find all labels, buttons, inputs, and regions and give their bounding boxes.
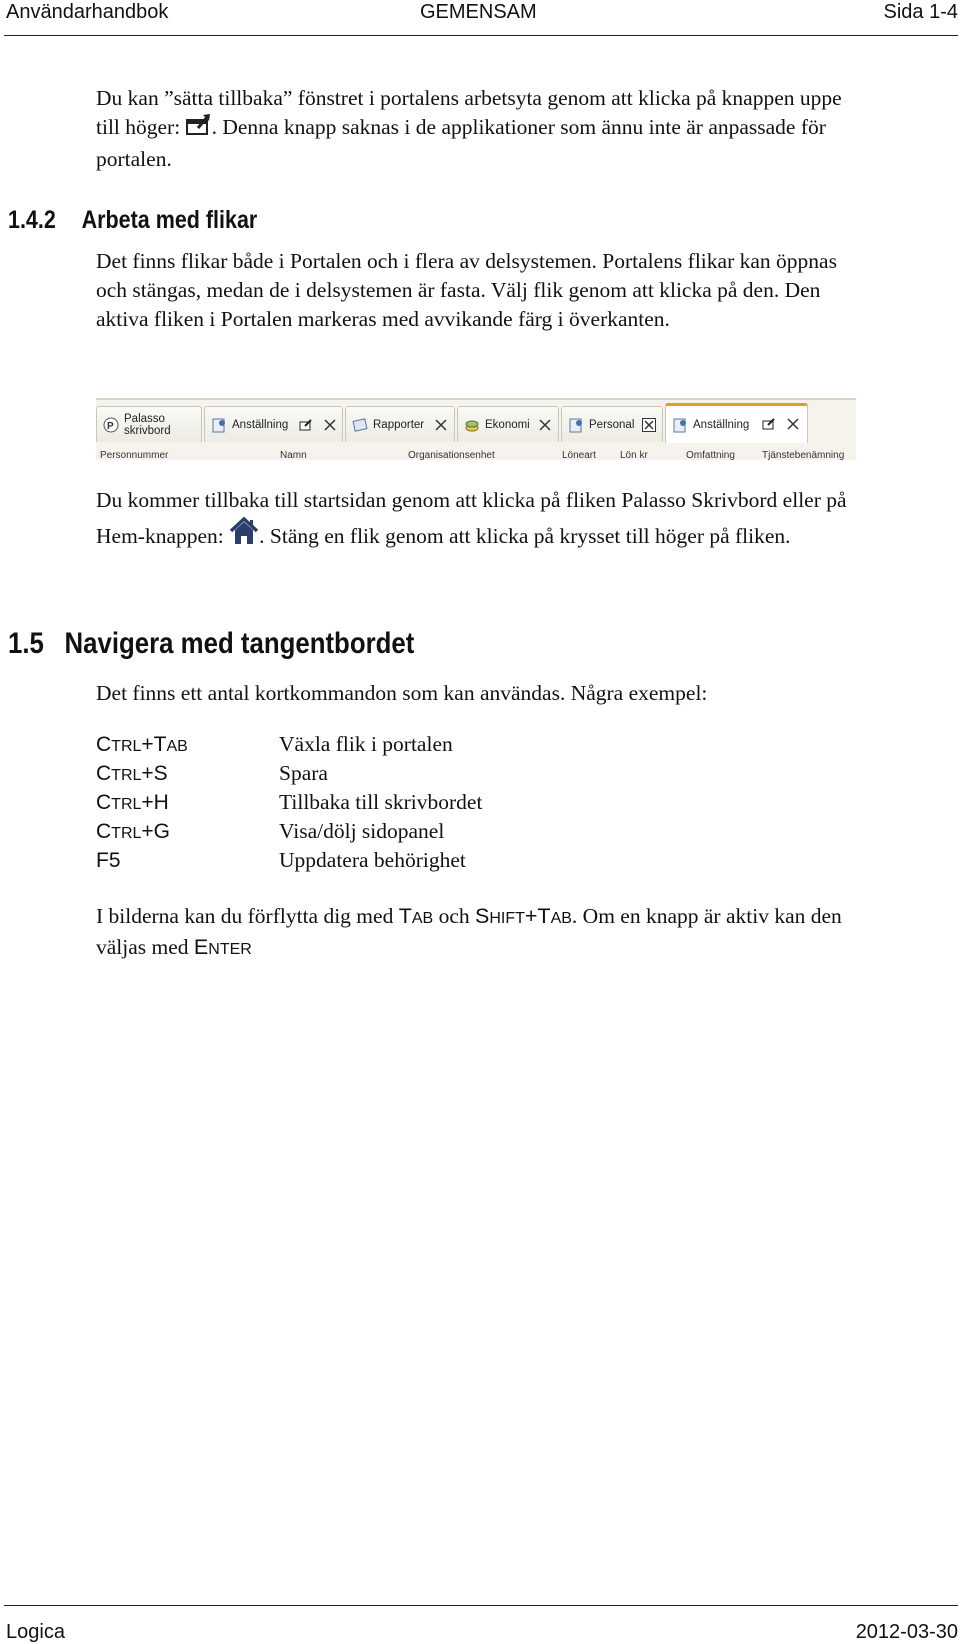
shortcut-row [96, 730, 696, 759]
header-left: Användarhandbok [6, 1, 169, 23]
tabs-paragraph: Det finns flikar både i Portalen och i flera av delsystemen. Portalens flikar kan öppnas och stängas, medan de i delsystemen är fasta. Välj flik genom att klicka på den. Den aktiva fliken i Portalen markeras med avvikande färg i överkanten. [96, 249, 837, 331]
closing-paragraph: I bilderna kan du förflytta dig med TAB och SHIFT+TAB. Om en knapp är aktiv kan den väljas med ENTER [96, 904, 842, 959]
tabs-screenshot [96, 398, 856, 460]
tab-rapporter[interactable]: Rapporter [345, 406, 455, 442]
shortcut-description: Spara [279, 761, 328, 785]
home-icon [229, 517, 259, 555]
restore-window-icon [186, 113, 212, 145]
tab-palasso-skrivbord[interactable]: P Palasso skrivbord [96, 406, 202, 442]
footer-right: 2012-03-30 [855, 1621, 958, 1643]
header-rule [4, 35, 958, 36]
tab-anstallning-active[interactable]: Anställning [665, 403, 808, 443]
close-icon[interactable] [538, 418, 552, 432]
section-number: 1.5 [8, 627, 44, 660]
tab-personal[interactable]: Personal [561, 406, 663, 442]
header-right: Sida 1-4 [883, 1, 958, 23]
shortcut-row [96, 846, 696, 875]
shortcut-key: CTRL+H [96, 791, 169, 814]
section-heading-1-5 [8, 627, 414, 661]
coins-icon [464, 417, 480, 433]
column-header: Personnummer [100, 450, 169, 460]
shortcut-row [96, 759, 696, 788]
column-header: Omfattning [686, 450, 735, 460]
column-header: Tjänstebenämning [762, 450, 845, 460]
shortcut-description: Tillbaka till skrivbordet [279, 790, 483, 814]
close-icon[interactable] [786, 417, 800, 431]
palasso-icon [103, 417, 119, 433]
person-icon [672, 417, 688, 433]
shortcut-description: Växla flik i portalen [279, 732, 453, 756]
intro-text-1: Du kan ”sätta tillbaka” fönstret i portalens arbetsyta genom att klicka på knappen uppe till höger: [96, 86, 842, 139]
person-icon [568, 417, 584, 433]
page-footer [0, 1602, 960, 1642]
column-header: Lön kr [620, 450, 648, 460]
restore-icon[interactable] [762, 417, 776, 431]
intro-paragraph [96, 84, 866, 174]
home-paragraph [96, 484, 866, 555]
report-icon [352, 417, 368, 433]
shortcut-key: F5 [96, 849, 121, 872]
person-icon [211, 417, 227, 433]
tab-anstallning-1[interactable]: Anställning [204, 406, 343, 442]
section-number: 1.4.2 [8, 206, 56, 234]
restore-icon[interactable] [299, 418, 313, 432]
column-header: Namn [280, 450, 307, 460]
home-text-2: . Stäng en flik genom att klicka på krysset till höger på fliken. [259, 524, 791, 548]
home-text-1: Du kommer tillbaka till startsidan genom att klicka på fliken Palasso Skrivbord eller på Hem-knappen: [96, 488, 847, 548]
section-title: Arbeta med flikar [81, 206, 258, 234]
tab-ekonomi[interactable]: Ekonomi [457, 406, 559, 442]
footer-rule [4, 1605, 958, 1606]
shortcut-row [96, 788, 696, 817]
shortcut-description: Uppdatera behörighet [279, 848, 466, 872]
svg-text:P: P [107, 420, 114, 432]
section-title: Navigera med tangentbordet [64, 627, 415, 660]
column-header: Löneart [562, 450, 596, 460]
close-icon[interactable] [434, 418, 448, 432]
shortcut-key: CTRL+S [96, 762, 168, 785]
intro-text-2: . Denna knapp saknas i de applikationer som ännu inte är anpassade för portalen. [96, 115, 826, 172]
close-icon[interactable] [323, 418, 337, 432]
shortcut-description: Visa/dölj sidopanel [279, 819, 445, 843]
close-box-icon[interactable] [642, 418, 656, 432]
footer-left: Logica [6, 1621, 65, 1643]
shortcut-row [96, 817, 696, 846]
section-heading-1-4-2 [8, 206, 257, 235]
shortcuts-intro: Det finns ett antal kortkommandon som kan användas. Några exempel: [96, 681, 708, 705]
shortcut-key: CTRL+TAB [96, 733, 188, 756]
shortcut-key: CTRL+G [96, 820, 171, 843]
column-header: Organisationsenhet [408, 450, 495, 460]
header-center: GEMENSAM [420, 1, 537, 23]
page-header [0, 0, 960, 36]
